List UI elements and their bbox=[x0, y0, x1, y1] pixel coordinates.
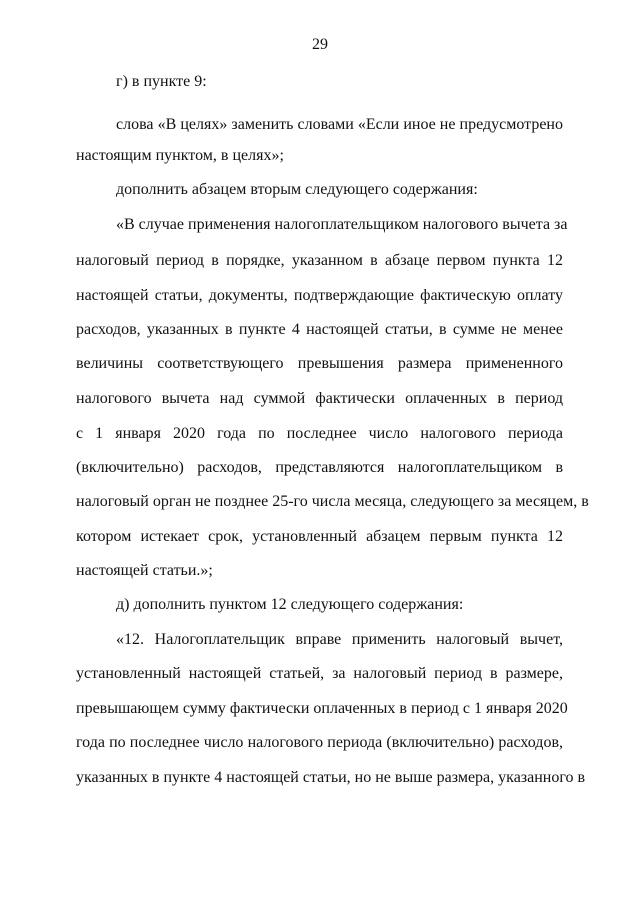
text-line: дополнить абзацем вторым следующего содержания: bbox=[116, 181, 478, 198]
quote-line: указанных в пункте 4 настоящей статьи, но не выше размера, указанного в bbox=[76, 769, 586, 786]
text-line: слова «В целях» заменить словами «Если иное не предусмотрено bbox=[116, 116, 563, 133]
quote-line: (включительно) расходов, представляются налогоплательщиком в bbox=[76, 459, 563, 476]
quote-line: года по последнее число налогового периода (включительно) расходов, bbox=[76, 734, 563, 751]
quote-line: налоговый орган не позднее 25-го числа месяца, следующего за месяцем, в bbox=[76, 493, 589, 510]
quote-line: «В случае применения налогоплательщиком налогового вычета за bbox=[116, 216, 568, 233]
quote-line: превышающем сумму фактически оплаченных в период с 1 января 2020 bbox=[76, 700, 568, 717]
page-number: 29 bbox=[312, 36, 328, 53]
quote-line: настоящей статьи.»; bbox=[76, 562, 213, 579]
quote-line: расходов, указанных в пункте 4 настоящей статьи, в сумме не менее bbox=[76, 321, 563, 338]
quote-line: налогового вычета над суммой фактически оплаченных в период bbox=[76, 390, 563, 407]
quote-line: установленный настоящей статьей, за налоговый период в размере, bbox=[76, 665, 563, 682]
quote-line: с 1 января 2020 года по последнее число налогового периода bbox=[76, 425, 563, 442]
quote-line: «12. Налогоплательщик вправе применить налоговый вычет, bbox=[116, 631, 563, 648]
quote-line: котором истекает срок, установленный абзацем первым пункта 12 bbox=[76, 528, 563, 545]
quote-line: настоящей статьи, документы, подтверждающие фактическую оплату bbox=[76, 287, 563, 304]
paragraph-item-d: д) дополнить пунктом 12 следующего содержания: bbox=[116, 596, 464, 613]
text-line: настоящим пунктом, в целях»; bbox=[76, 147, 284, 164]
quote-line: налоговый период в порядке, указанном в абзаце первом пункта 12 bbox=[76, 252, 563, 269]
quote-line: величины соответствующего превышения размера примененного bbox=[76, 355, 563, 372]
paragraph-item-g: г) в пункте 9: bbox=[116, 73, 207, 90]
